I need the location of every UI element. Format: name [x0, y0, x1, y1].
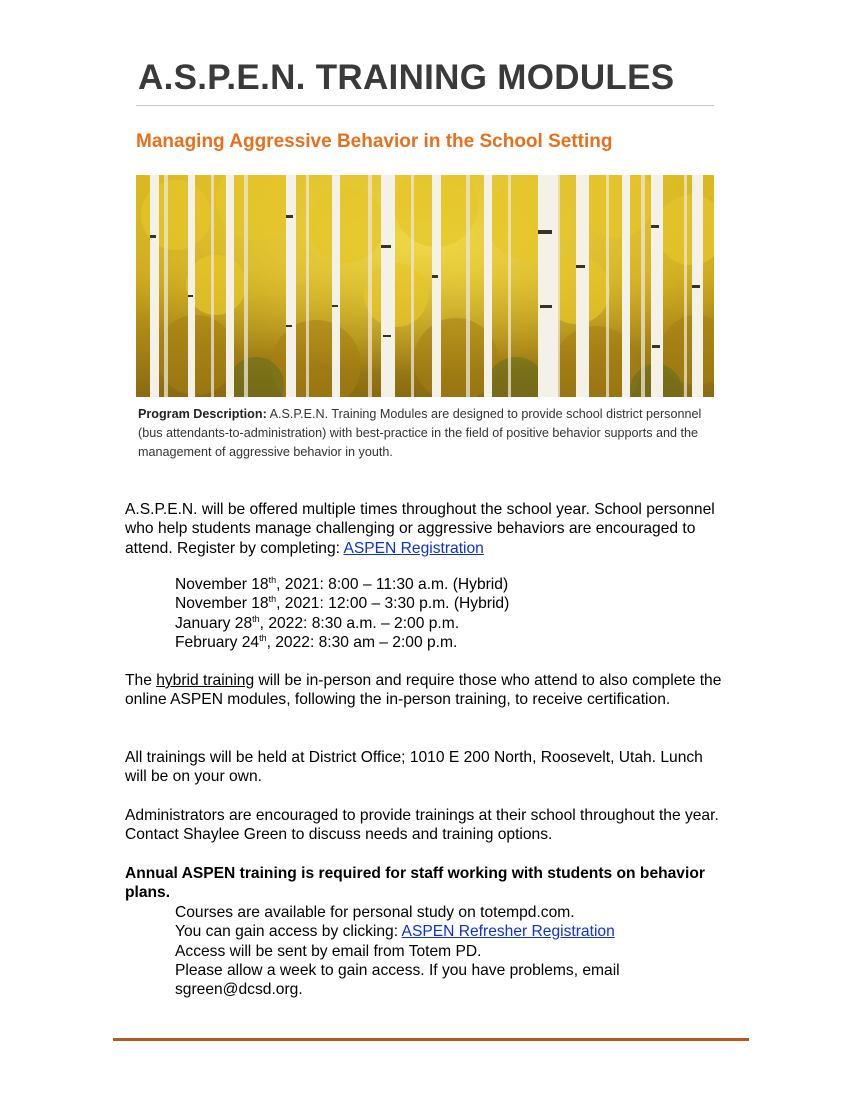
aspen-registration-link[interactable]: ASPEN Registration: [343, 539, 484, 557]
hybrid-paragraph: The hybrid training will be in-person and require those who attend to also complete the online ASPEN modules, following the in-person training, to receive certification.: [125, 672, 722, 709]
hybrid-training-term: hybrid training: [156, 672, 255, 689]
annual-training-section: [125, 864, 725, 1000]
session-item: November 18th, 2021: 12:00 – 3:30 p.m. (Hybrid): [175, 594, 510, 613]
session-item: January 28th, 2022: 8:30 a.m. – 2:00 p.m.: [175, 613, 460, 632]
annual-line: Please allow a week to gain access. If you have problems, email sgreen@dcsd.org.: [175, 962, 620, 999]
annual-line: Courses are available for personal study on totempd.com.: [175, 903, 575, 921]
program-description: [138, 405, 718, 462]
session-list: [125, 575, 725, 653]
aspen-refresher-registration-link[interactable]: ASPEN Refresher Registration: [401, 923, 615, 941]
session-item: November 18th, 2021: 8:00 – 11:30 a.m. (Hybrid): [175, 574, 509, 593]
program-description-text: A.S.P.E.N. Training Modules are designed to provide school district personnel (bus attendants-to-administration) with best-practice in the field of positive behavior supports and the management of aggressive behavior in youth.: [138, 407, 702, 459]
footer-divider: [113, 1038, 749, 1041]
annual-training-heading: Annual ASPEN training is required for staff working with students on behavior plans.: [125, 865, 705, 902]
annual-line: Access will be sent by email from Totem PD.: [175, 942, 482, 960]
annual-line: You can gain access by clicking: ASPEN Refresher Registration: [175, 923, 615, 941]
intro-paragraph: [125, 500, 725, 558]
session-item: February 24th, 2022: 8:30 am – 2:00 p.m.: [175, 633, 458, 652]
page-subtitle: Managing Aggressive Behavior in the School Setting: [136, 131, 613, 152]
page-title: A.S.P.E.N. TRAINING MODULES: [138, 58, 675, 97]
title-divider: [136, 105, 714, 106]
program-description-label: Program Description:: [138, 407, 267, 421]
location-paragraph: All trainings will be held at District Office; 1010 E 200 North, Roosevelt, Utah. Lunch will be on your own.: [125, 749, 703, 786]
aspen-forest-photo: [136, 175, 714, 397]
intro-text: A.S.P.E.N. will be offered multiple times throughout the school year. School personnel who help students manage challenging or aggressive behaviors are encouraged to attend. Register by completing:: [125, 501, 715, 557]
administrators-paragraph: Administrators are encouraged to provide trainings at their school throughout the year. Contact Shaylee Green to discuss needs and training options.: [125, 807, 719, 844]
